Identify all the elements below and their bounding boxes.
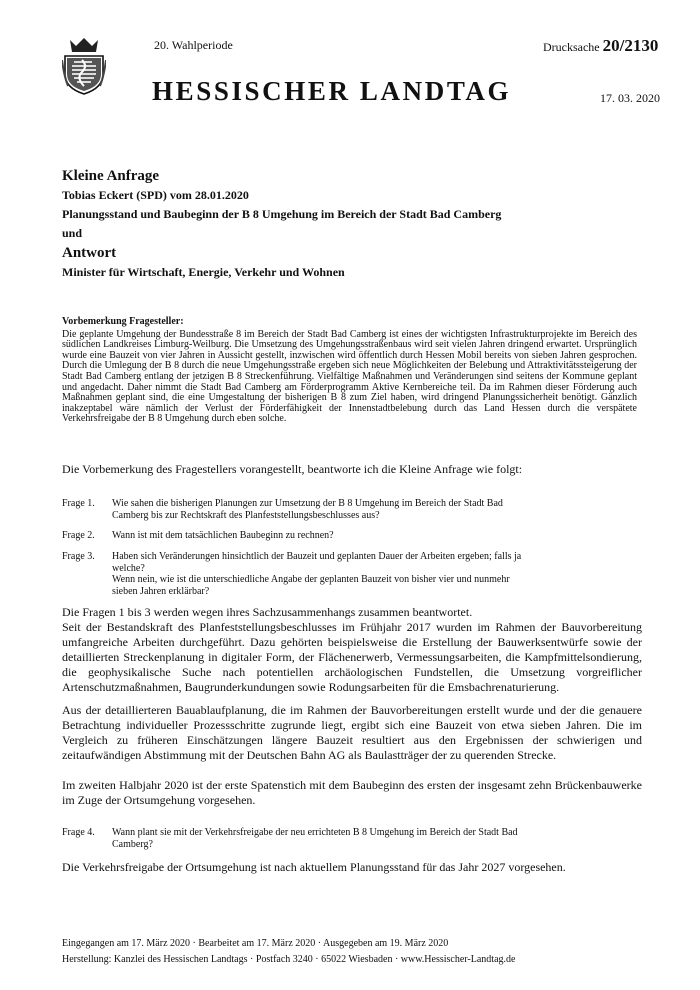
doc-type: Kleine Anfrage	[62, 168, 160, 184]
question-number: Frage 4.	[62, 827, 95, 838]
preamble-label: Vorbemerkung Fragesteller:	[62, 316, 184, 327]
answer-paragraph-2: Aus der detaillierteren Bauablaufplanung, die im Rahmen der Bauvorbereitungen erstellt wurde und der die genauere Betrachtung individueller Prozessschritte zugrunde liegt, ergibt sich eine Bauzeit von etwa sieben Jahren. Die im Vergleich zu früheren Einschätzungen längere Bauzeit resultiert aus den Ergebnissen der schwierigen und zeitaufwändigen Abstimmung mit der Deutschen Bahn AG als Baulastträger der zu querenden Strecke.	[62, 703, 642, 762]
answer-paragraph-3: Im zweiten Halbjahr 2020 ist der erste Spatenstich mit dem Baubeginn des ersten der insgesamt zehn Brückenbauwerke im Zuge der Ortsumgehung vorgesehen.	[62, 778, 642, 807]
question-number: Frage 1.	[62, 498, 95, 509]
preamble	[62, 317, 637, 425]
drucksache	[543, 36, 658, 56]
doc-und: und	[62, 226, 83, 240]
footer-imprint: Herstellung: Kanzlei des Hessischen Landtags · Postfach 3240 · 65022 Wiesbaden · www.Hessischer-Landtag.de	[62, 954, 516, 965]
parliament-title: HESSISCHER LANDTAG	[152, 76, 512, 106]
drucksache-label: Drucksache	[543, 40, 600, 54]
question-text: Haben sich Veränderungen hinsichtlich der Bauzeit und geplanten Dauer der Arbeiten ergeben; falls ja welche? Wenn nein, wie ist die unterschiedliche Angabe der geplanten Bauzeit von bisher vier und nunmehr sieben Jahren erklärbar?	[112, 551, 522, 597]
answer-title: Antwort	[62, 245, 117, 261]
question-text: Wie sahen die bisherigen Planungen zur Umsetzung der B 8 Umgehung im Bereich der Stadt Bad Camberg bis zur Rechtskraft des Planfeststellungsbeschlusses aus?	[112, 498, 503, 521]
ministry: Minister für Wirtschaft, Energie, Verkehr und Wohnen	[62, 265, 345, 279]
intro-text: Die Vorbemerkung des Fragestellers vorangestellt, beantworte ich die Kleine Anfrage wie folgt:	[62, 462, 523, 476]
document-titles	[62, 166, 652, 282]
document-date: 17. 03. 2020	[600, 91, 660, 105]
footer-dates: Eingegangen am 17. März 2020 · Bearbeitet am 17. März 2020 · Ausgegeben am 19. März 2020	[62, 938, 449, 949]
hessen-crest-icon	[62, 36, 106, 96]
drucksache-number: 20/2130	[602, 36, 659, 55]
doc-author: Tobias Eckert (SPD) vom 28.01.2020	[62, 188, 249, 202]
answer-4: Die Verkehrsfreigabe der Ortsumgehung ist nach aktuellem Planungsstand für das Jahr 2027 vorgesehen.	[62, 860, 566, 874]
preamble-text: Die geplante Umgehung der Bundesstraße 8 im Bereich der Stadt Bad Camberg ist eines der wichtigsten Infrastrukturprojekte im Bereich des südlichen Landkreises Limburg-Weilburg. Die Umsetzung des Umgehungsstraßenbaus wird seit vielen Jahren dringend erwartet. Ursprünglich wurde eine Bauzeit von vier Jahren in Aussicht gestellt, inzwischen wird öffentlich durch Hessen Mobil bereits von sieben Jahren gesprochen. Durch die Umlegung der B 8 durch die neue Umgehungsstraße ergeben sich neue Möglichkeiten der Belebung und Attraktivitätssteigerung der Stadt Bad Camberg entlang der jetzigen B 8 Streckenführung. Vielfältige Maßnahmen und Veränderungen sind seitens der Kommune geplant und angedacht. Daher nimmt die Stadt Bad Camberg am Förderprogramm Aktive Kernbereiche teil. Da im Rahmen dieser Förderung auch Maßnahmen geplant sind, die eine Umgestaltung der bisherigen B 8 zum Ziel haben, wird dringend Planungssicherheit benötigt. Gänzlich inakzeptabel wäre nämlich der Verlust der Förderfähigkeit der Innenstadtbelebung durch das Land Hessen durch die verspätete Verkehrsfreigabe der B 8 Umgehung durch eben solche.	[62, 328, 637, 425]
wahlperiode: 20. Wahlperiode	[154, 38, 233, 52]
question-number: Frage 3.	[62, 551, 95, 562]
doc-subject: Planungsstand und Baubeginn der B 8 Umgehung im Bereich der Stadt Bad Camberg	[62, 207, 502, 221]
question-text: Wann ist mit dem tatsächlichen Baubeginn zu rechnen?	[112, 530, 334, 541]
answer-paragraph-1: Seit der Bestandskraft des Planfeststellungsbeschlusses im Frühjahr 2017 wurden im Rahmen der Bauvorbereitung umfangreiche Arbeiten durchgeführt. Dazu gehörten beispielsweise die Erstellung der Bauwerksentwürfe sowie der detaillierten Streckenplanung in digitaler Form, der Flächenerwerb, Vermessungsarbeiten, die Kampfmittelsondierung, die geophysikalische Suche nach potentiellen archäologischen Fundstellen, die Umsetzung vorgreiflicher Artenschutzmaßnahmen, Baugrunderkundungen sowie Rodungsarbeiten für die Emsbachrenaturierung.	[62, 620, 642, 694]
answer-intro: Die Fragen 1 bis 3 werden wegen ihres Sachzusammenhangs zusammen beantwortet.	[62, 605, 473, 619]
question-text: Wann plant sie mit der Verkehrsfreigabe der neu errichteten B 8 Umgehung im Bereich der Stadt Bad Camberg?	[112, 827, 518, 850]
question-number: Frage 2.	[62, 530, 95, 541]
